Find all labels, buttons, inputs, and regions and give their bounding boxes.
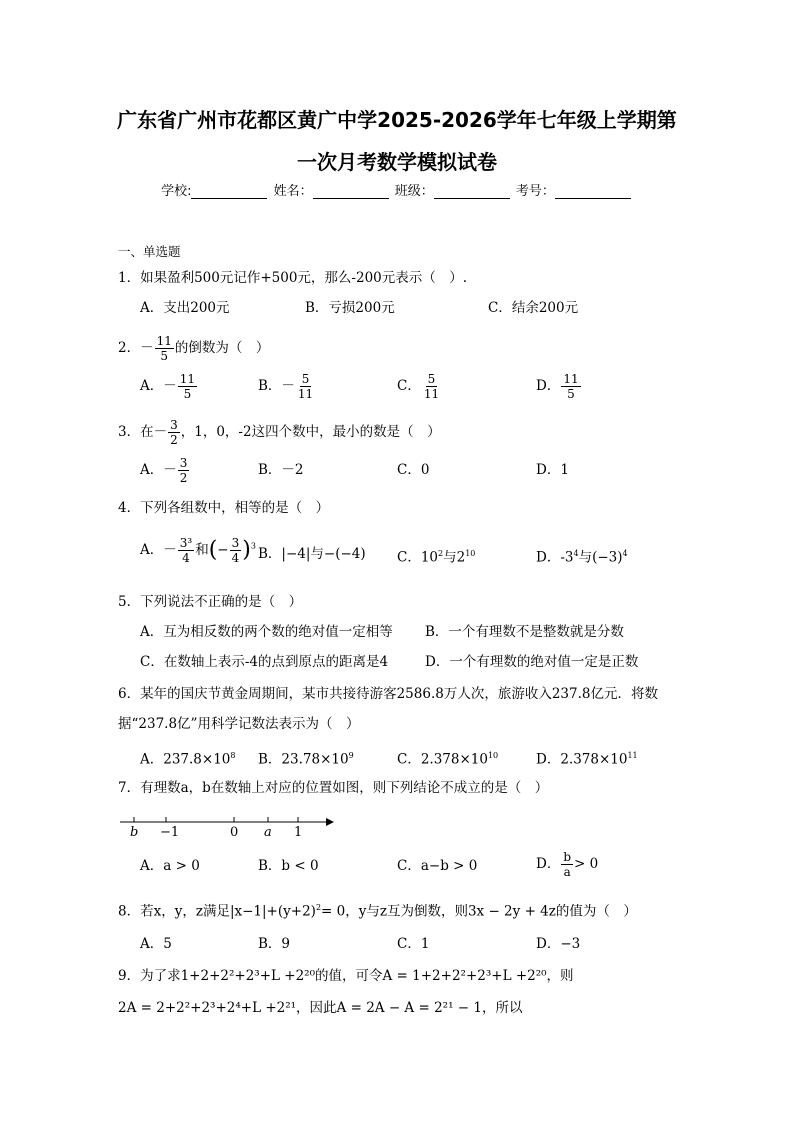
number-line-figure (118, 812, 338, 842)
q2-option-d: D． $\frac{11}{5}$ (536, 372, 579, 401)
q1-option-c: C．结余200元 (488, 300, 579, 316)
name-blank (313, 186, 389, 199)
number-label: 考号： (515, 184, 555, 199)
q8-stem: 8．若x，y，z满足$|x-1|+(y+2)^2= 0$，y与z互为倒数，则3x − 2y + 4z的值为（ ） (118, 903, 637, 920)
axis-label-zero: 0 (230, 825, 239, 840)
name-label: 姓名： (273, 184, 313, 199)
q9-line1: 9．为了求1+2+2²+2³+L +2²⁰的值，可令A = 1+2+2²+2³+L +2²⁰，则 (118, 968, 574, 984)
q6-option-b: B．$23.78\times 10^9$ (258, 751, 354, 768)
q7-option-d: D． $\frac{b}{a}$ > 0 (536, 850, 599, 879)
school-blank (191, 186, 267, 199)
q5-option-d: D．一个有理数的绝对值一定是正数 (425, 654, 639, 670)
q1-stem: 1．如果盈利500元记作+500元，那么-200元表示（ ）. (118, 270, 468, 286)
q8-option-c: C．1 (397, 936, 430, 952)
q2-option-b: B．－ $\frac{5}{11}$ (258, 372, 314, 401)
axis-label-minus-one: −1 (160, 825, 180, 840)
q6-stem-line1: 6．某年的国庆节黄金周期间，某市共接待游客2586.8万人次，旅游收入237.8亿元．将数 (118, 686, 658, 702)
q4-option-c: C．$10^2$与$2^{10}$ (397, 549, 476, 566)
q5-stem: 5．下列说法不正确的是（ ） (118, 594, 303, 610)
q8-option-b: B．9 (258, 936, 291, 952)
section-heading: 一、单选题 (118, 244, 181, 259)
q9-line2: 2A = 2+2²+2³+2⁴+L +2²¹，因此A = 2A − A = 2²¹ − 1，所以 (118, 1000, 523, 1016)
q3-option-d: D．1 (536, 462, 569, 478)
q2-option-c: C． $\frac{5}{11}$ (397, 372, 440, 401)
q1-option-a: A．支出200元 (140, 300, 230, 316)
q2-option-a: A．－ $\frac{11}{5}$ (140, 372, 196, 401)
q6-option-a: A．$237.8\times 10^8$ (140, 751, 236, 768)
q3-option-c: C．0 (397, 462, 430, 478)
q7-option-a: A．a > 0 (140, 858, 200, 874)
exam-title-line1: 广东省广州市花都区黄广中学2025-2026学年七年级上学期第 (117, 108, 677, 132)
student-info-row (0, 180, 794, 199)
axis-label-b: b (130, 825, 139, 840)
school-label: 学校: (161, 184, 192, 199)
axis-label-a: a (264, 825, 272, 840)
q4-option-b: B．|−4|与−(−4) (258, 546, 366, 562)
class-label: 班级： (394, 184, 434, 199)
q6-option-c: C．$2.378\times 10^{10}$ (397, 751, 499, 768)
q5-option-b: B．一个有理数不是整数就是分数 (425, 624, 624, 640)
q8-option-d: D．−3 (536, 936, 581, 952)
q7-stem: 7．有理数a，b在数轴上对应的位置如图，则下列结论不成立的是（ ） (118, 780, 549, 796)
q6-option-d: D．$2.378\times 10^{11}$ (536, 751, 638, 768)
q3-stem: 3．在－ $\frac{3}{2}$ ，1，0，-2这四个数中，最小的数是（ ） (118, 418, 441, 447)
q4-stem: 4．下列各组数中，相等的是（ ） (118, 500, 330, 516)
number-line-arrow (326, 818, 334, 826)
q4-option-d: D．$-3^4$与$(-3)^4$ (536, 549, 628, 566)
q2-stem: 2．－ $\frac{11}{5}$ 的倒数为（ ） (118, 334, 270, 363)
q5-option-a: A．互为相反数的两个数的绝对值一定相等 (140, 624, 393, 640)
q1-option-b: B．亏损200元 (305, 300, 395, 316)
q7-option-c: C．a−b > 0 (397, 858, 478, 874)
q3-option-b: B．－2 (258, 462, 304, 478)
q4-option-a: A．－ $\frac{\text{3³}}{4}$ 和(− $\frac{3}{4}$ )$^3$ (140, 536, 256, 565)
number-blank (555, 186, 631, 199)
q5-option-c: C．在数轴上表示-4的点到原点的距离是4 (140, 654, 389, 670)
q7-option-b: B．b < 0 (258, 858, 319, 874)
q3-option-a: A．－ $\frac{3}{2}$ (140, 456, 188, 485)
q6-stem-line2: 据“237.8亿”用科学记数法表示为（ ） (118, 716, 360, 732)
exam-title-line2: 一次月考数学模拟试卷 (297, 150, 497, 174)
axis-label-one: 1 (294, 825, 303, 840)
q8-option-a: A．5 (140, 936, 172, 952)
class-blank (434, 186, 510, 199)
